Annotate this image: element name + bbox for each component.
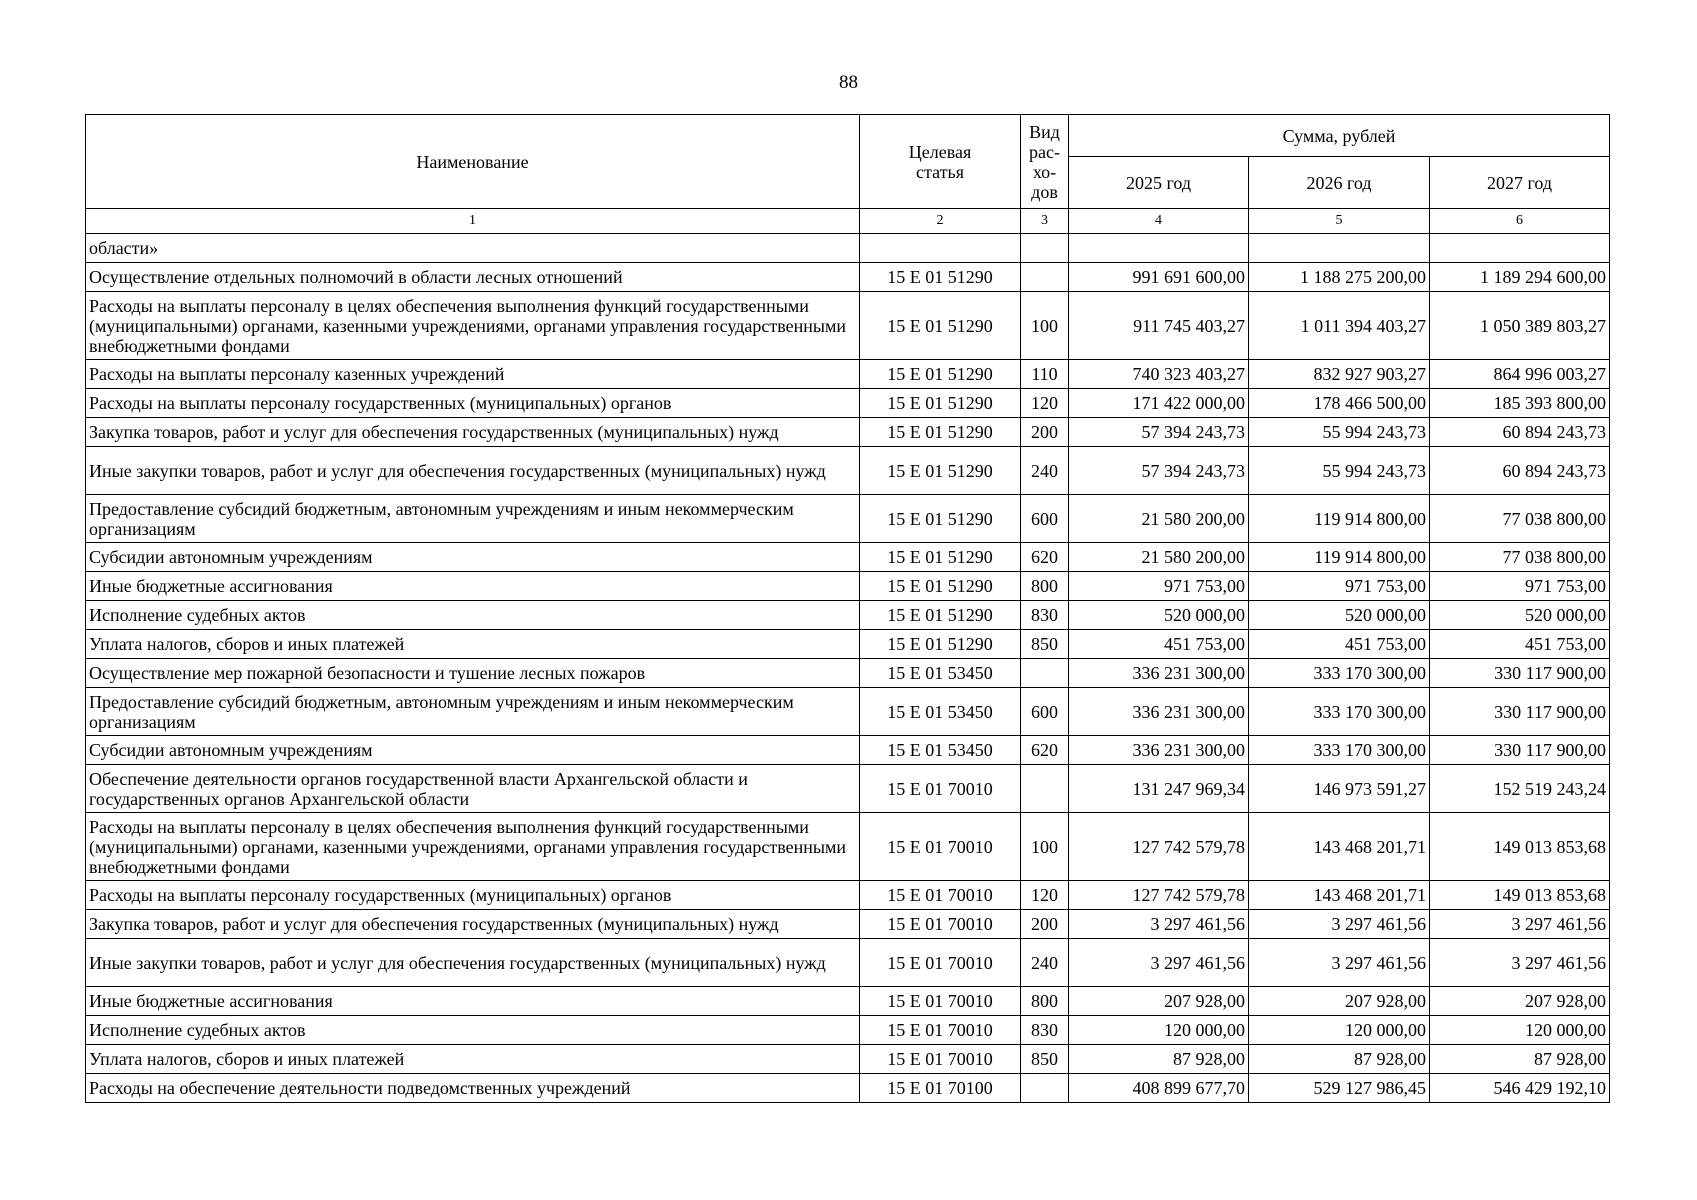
row-target-code: 15 Е 01 70010	[860, 765, 1021, 813]
row-name: Расходы на выплаты персоналу государственных (муниципальных) органов	[86, 881, 860, 910]
row-target-code: 15 Е 01 70010	[860, 1045, 1021, 1074]
row-amount-2026: 1 188 275 200,00	[1249, 263, 1430, 292]
row-expense-type	[1021, 234, 1069, 263]
row-name: Иные закупки товаров, работ и услуг для обеспечения государственных (муниципальных) нужд	[86, 939, 860, 987]
row-amount-2026: 520 000,00	[1249, 601, 1430, 630]
table-row	[86, 987, 1610, 1016]
row-name: Предоставление субсидий бюджетным, автономным учреждениям и иным некоммерческим организациям	[86, 495, 860, 543]
row-name: Закупка товаров, работ и услуг для обеспечения государственных (муниципальных) нужд	[86, 910, 860, 939]
page-number: 88	[839, 72, 858, 93]
row-target-code: 15 Е 01 51290	[860, 418, 1021, 447]
row-expense-type: 240	[1021, 939, 1069, 987]
row-target-code: 15 Е 01 51290	[860, 447, 1021, 495]
row-amount-2025: 336 231 300,00	[1069, 736, 1249, 765]
row-amount-2026: 451 753,00	[1249, 630, 1430, 659]
row-amount-2026: 333 170 300,00	[1249, 736, 1430, 765]
row-amount-2026: 832 927 903,27	[1249, 360, 1430, 389]
row-amount-2025: 21 580 200,00	[1069, 495, 1249, 543]
row-expense-type	[1021, 1074, 1069, 1103]
row-name: Расходы на обеспечение деятельности подведомственных учреждений	[86, 1074, 860, 1103]
row-amount-2025	[1069, 234, 1249, 263]
row-name: области»	[86, 234, 860, 263]
row-amount-2026	[1249, 234, 1430, 263]
column-number-row	[86, 209, 1610, 234]
row-target-code: 15 Е 01 70010	[860, 813, 1021, 881]
table-row	[86, 234, 1610, 263]
row-amount-2026: 119 914 800,00	[1249, 495, 1430, 543]
row-target-code: 15 Е 01 53450	[860, 736, 1021, 765]
header-year-2026: 2026 год	[1249, 157, 1430, 209]
row-name: Осуществление мер пожарной безопасности и тушение лесных пожаров	[86, 659, 860, 688]
column-number: 2	[860, 209, 1021, 234]
table-row	[86, 495, 1610, 543]
row-expense-type: 800	[1021, 572, 1069, 601]
row-amount-2027: 120 000,00	[1430, 1016, 1610, 1045]
row-amount-2027: 1 189 294 600,00	[1430, 263, 1610, 292]
table-row	[86, 881, 1610, 910]
header-year-2027: 2027 год	[1430, 157, 1610, 209]
row-amount-2025: 3 297 461,56	[1069, 910, 1249, 939]
row-expense-type: 620	[1021, 543, 1069, 572]
row-expense-type: 850	[1021, 1045, 1069, 1074]
row-name: Расходы на выплаты персоналу казенных учреждений	[86, 360, 860, 389]
row-name: Расходы на выплаты персоналу в целях обеспечения выполнения функций государственными (муниципальными) органами, казенными учреждениями, органами управления государственными внебюджетными фондами	[86, 292, 860, 360]
row-amount-2025: 21 580 200,00	[1069, 543, 1249, 572]
row-name: Обеспечение деятельности органов государственной власти Архангельской области и государственных органов Архангельской области	[86, 765, 860, 813]
row-target-code: 15 Е 01 51290	[860, 572, 1021, 601]
table-row	[86, 292, 1610, 360]
row-amount-2025: 336 231 300,00	[1069, 688, 1249, 736]
row-amount-2025: 171 422 000,00	[1069, 389, 1249, 418]
row-expense-type: 850	[1021, 630, 1069, 659]
row-amount-2025: 451 753,00	[1069, 630, 1249, 659]
row-amount-2027: 330 117 900,00	[1430, 659, 1610, 688]
header-target-line2: статья	[916, 161, 964, 182]
header-target-line1: Целевая	[908, 141, 972, 162]
row-name: Субсидии автономным учреждениям	[86, 736, 860, 765]
row-expense-type	[1021, 765, 1069, 813]
table-row	[86, 447, 1610, 495]
row-expense-type: 600	[1021, 495, 1069, 543]
row-amount-2026: 529 127 986,45	[1249, 1074, 1430, 1103]
header-vid-line1: Вид	[1029, 121, 1060, 142]
row-amount-2025: 127 742 579,78	[1069, 813, 1249, 881]
row-target-code: 15 Е 01 70010	[860, 987, 1021, 1016]
table-row	[86, 910, 1610, 939]
row-target-code: 15 Е 01 51290	[860, 495, 1021, 543]
table-row	[86, 1016, 1610, 1045]
row-amount-2025: 87 928,00	[1069, 1045, 1249, 1074]
row-amount-2027: 87 928,00	[1430, 1045, 1610, 1074]
row-target-code: 15 Е 01 51290	[860, 360, 1021, 389]
row-amount-2025: 131 247 969,34	[1069, 765, 1249, 813]
row-amount-2026: 143 468 201,71	[1249, 881, 1430, 910]
header-name: Наименование	[86, 115, 860, 209]
row-amount-2027: 864 996 003,27	[1430, 360, 1610, 389]
table-row	[86, 765, 1610, 813]
row-amount-2026: 971 753,00	[1249, 572, 1430, 601]
row-target-code: 15 Е 01 70010	[860, 910, 1021, 939]
row-name: Исполнение судебных актов	[86, 1016, 860, 1045]
row-amount-2027: 330 117 900,00	[1430, 736, 1610, 765]
row-target-code: 15 Е 01 51290	[860, 630, 1021, 659]
table-row	[86, 389, 1610, 418]
row-expense-type	[1021, 659, 1069, 688]
row-name: Расходы на выплаты персоналу в целях обеспечения выполнения функций государственными (муниципальными) органами, казенными учреждениями, органами управления государственными внебюджетными фондами	[86, 813, 860, 881]
row-target-code	[860, 234, 1021, 263]
row-amount-2026: 1 011 394 403,27	[1249, 292, 1430, 360]
row-amount-2025: 57 394 243,73	[1069, 447, 1249, 495]
row-amount-2027: 546 429 192,10	[1430, 1074, 1610, 1103]
row-expense-type: 200	[1021, 418, 1069, 447]
row-amount-2027: 520 000,00	[1430, 601, 1610, 630]
row-target-code: 15 Е 01 53450	[860, 659, 1021, 688]
header-target-article	[860, 115, 1021, 209]
row-amount-2025: 740 323 403,27	[1069, 360, 1249, 389]
table-row	[86, 659, 1610, 688]
row-amount-2027: 971 753,00	[1430, 572, 1610, 601]
table-row	[86, 1074, 1610, 1103]
row-amount-2025: 520 000,00	[1069, 601, 1249, 630]
row-amount-2026: 143 468 201,71	[1249, 813, 1430, 881]
row-target-code: 15 Е 01 70010	[860, 881, 1021, 910]
header-vid-line3: хо-	[1032, 161, 1057, 182]
row-amount-2025: 207 928,00	[1069, 987, 1249, 1016]
row-target-code: 15 Е 01 70100	[860, 1074, 1021, 1103]
table-row	[86, 572, 1610, 601]
row-amount-2026: 333 170 300,00	[1249, 688, 1430, 736]
row-expense-type: 830	[1021, 601, 1069, 630]
row-amount-2027: 451 753,00	[1430, 630, 1610, 659]
table-row	[86, 360, 1610, 389]
row-target-code: 15 Е 01 51290	[860, 292, 1021, 360]
row-amount-2026: 55 994 243,73	[1249, 447, 1430, 495]
column-number: 5	[1249, 209, 1430, 234]
row-expense-type: 120	[1021, 389, 1069, 418]
row-amount-2025: 3 297 461,56	[1069, 939, 1249, 987]
row-amount-2027: 149 013 853,68	[1430, 881, 1610, 910]
table-row	[86, 813, 1610, 881]
row-expense-type: 620	[1021, 736, 1069, 765]
column-number: 6	[1430, 209, 1610, 234]
row-expense-type: 240	[1021, 447, 1069, 495]
row-amount-2027: 3 297 461,56	[1430, 910, 1610, 939]
row-amount-2025: 127 742 579,78	[1069, 881, 1249, 910]
row-name: Исполнение судебных актов	[86, 601, 860, 630]
row-amount-2027: 3 297 461,56	[1430, 939, 1610, 987]
row-name: Расходы на выплаты персоналу государственных (муниципальных) органов	[86, 389, 860, 418]
row-amount-2025: 336 231 300,00	[1069, 659, 1249, 688]
row-amount-2027: 330 117 900,00	[1430, 688, 1610, 736]
row-amount-2027: 77 038 800,00	[1430, 495, 1610, 543]
row-target-code: 15 Е 01 70010	[860, 1016, 1021, 1045]
row-amount-2027: 60 894 243,73	[1430, 447, 1610, 495]
row-target-code: 15 Е 01 51290	[860, 601, 1021, 630]
row-name: Иные бюджетные ассигнования	[86, 987, 860, 1016]
column-number: 1	[86, 209, 860, 234]
table-row	[86, 1045, 1610, 1074]
row-amount-2027: 1 050 389 803,27	[1430, 292, 1610, 360]
row-amount-2027: 77 038 800,00	[1430, 543, 1610, 572]
table-row	[86, 601, 1610, 630]
row-name: Осуществление отдельных полномочий в области лесных отношений	[86, 263, 860, 292]
row-name: Уплата налогов, сборов и иных платежей	[86, 630, 860, 659]
row-amount-2027: 207 928,00	[1430, 987, 1610, 1016]
row-expense-type: 100	[1021, 813, 1069, 881]
row-expense-type: 200	[1021, 910, 1069, 939]
row-amount-2025: 991 691 600,00	[1069, 263, 1249, 292]
row-amount-2026: 120 000,00	[1249, 1016, 1430, 1045]
row-target-code: 15 Е 01 51290	[860, 389, 1021, 418]
row-amount-2025: 911 745 403,27	[1069, 292, 1249, 360]
row-amount-2026: 146 973 591,27	[1249, 765, 1430, 813]
table-row	[86, 939, 1610, 987]
row-amount-2025: 408 899 677,70	[1069, 1074, 1249, 1103]
row-amount-2026: 55 994 243,73	[1249, 418, 1430, 447]
row-amount-2025: 120 000,00	[1069, 1016, 1249, 1045]
header-vid-line2: рас-	[1029, 141, 1060, 162]
row-amount-2026: 119 914 800,00	[1249, 543, 1430, 572]
row-expense-type: 110	[1021, 360, 1069, 389]
row-name: Иные бюджетные ассигнования	[86, 572, 860, 601]
row-amount-2025: 57 394 243,73	[1069, 418, 1249, 447]
table-body	[86, 234, 1610, 1103]
budget-table	[85, 114, 1610, 1103]
row-amount-2026: 333 170 300,00	[1249, 659, 1430, 688]
table-row	[86, 688, 1610, 736]
table-row	[86, 418, 1610, 447]
row-name: Субсидии автономным учреждениям	[86, 543, 860, 572]
header-sum: Сумма, рублей	[1069, 115, 1610, 157]
row-name: Уплата налогов, сборов и иных платежей	[86, 1045, 860, 1074]
table-row	[86, 630, 1610, 659]
row-amount-2026: 207 928,00	[1249, 987, 1430, 1016]
column-number: 3	[1021, 209, 1069, 234]
row-amount-2026: 178 466 500,00	[1249, 389, 1430, 418]
row-amount-2027: 60 894 243,73	[1430, 418, 1610, 447]
row-expense-type: 100	[1021, 292, 1069, 360]
header-vid-line4: дов	[1031, 181, 1058, 202]
row-amount-2026: 87 928,00	[1249, 1045, 1430, 1074]
column-number: 4	[1069, 209, 1249, 234]
row-amount-2027	[1430, 234, 1610, 263]
row-amount-2027: 149 013 853,68	[1430, 813, 1610, 881]
row-expense-type: 120	[1021, 881, 1069, 910]
row-amount-2026: 3 297 461,56	[1249, 939, 1430, 987]
row-amount-2026: 3 297 461,56	[1249, 910, 1430, 939]
row-amount-2027: 185 393 800,00	[1430, 389, 1610, 418]
row-amount-2025: 971 753,00	[1069, 572, 1249, 601]
row-expense-type: 600	[1021, 688, 1069, 736]
header-expense-type	[1021, 115, 1069, 209]
row-expense-type: 830	[1021, 1016, 1069, 1045]
row-target-code: 15 Е 01 53450	[860, 688, 1021, 736]
row-expense-type: 800	[1021, 987, 1069, 1016]
table-row	[86, 736, 1610, 765]
row-target-code: 15 Е 01 51290	[860, 263, 1021, 292]
table-row	[86, 263, 1610, 292]
row-expense-type	[1021, 263, 1069, 292]
table-row	[86, 543, 1610, 572]
row-amount-2027: 152 519 243,24	[1430, 765, 1610, 813]
row-target-code: 15 Е 01 70010	[860, 939, 1021, 987]
header-year-2025: 2025 год	[1069, 157, 1249, 209]
row-name: Иные закупки товаров, работ и услуг для обеспечения государственных (муниципальных) нужд	[86, 447, 860, 495]
row-target-code: 15 Е 01 51290	[860, 543, 1021, 572]
row-name: Предоставление субсидий бюджетным, автономным учреждениям и иным некоммерческим организациям	[86, 688, 860, 736]
row-name: Закупка товаров, работ и услуг для обеспечения государственных (муниципальных) нужд	[86, 418, 860, 447]
